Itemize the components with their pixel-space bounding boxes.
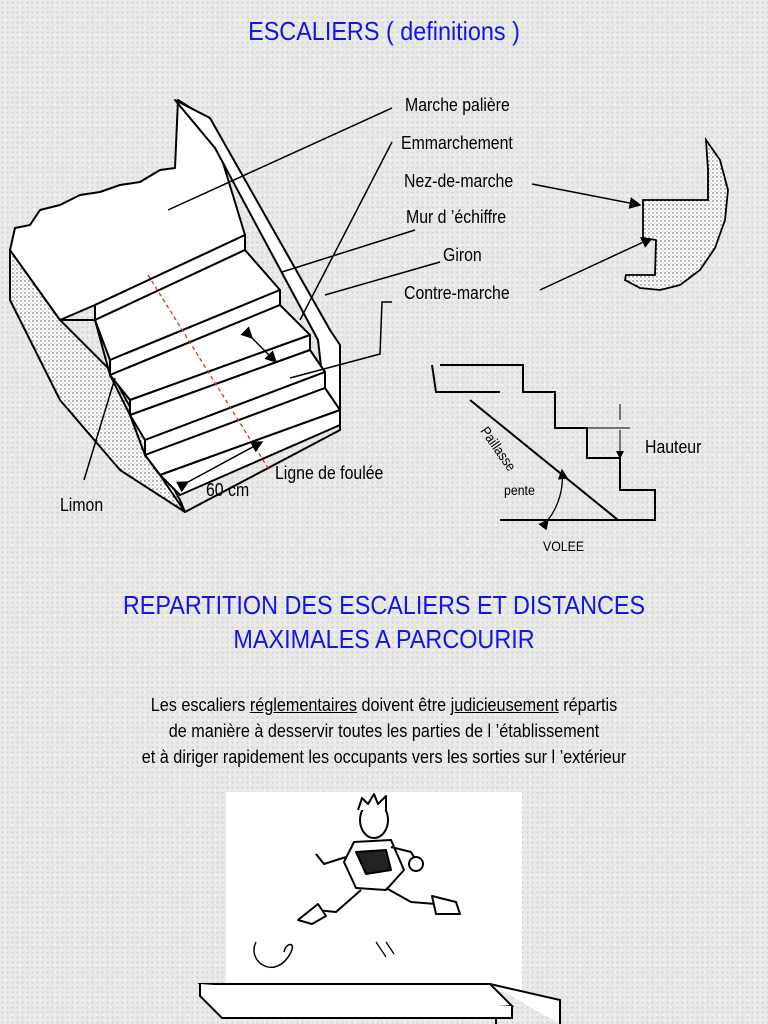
- label-volee: VOLEE: [543, 538, 585, 554]
- page-title: ESCALIERS ( definitions ): [248, 16, 520, 46]
- running-man-icon: [226, 792, 522, 992]
- staircase-drawing: [10, 100, 340, 512]
- label-mur-echiffre: Mur d ’échiffre: [406, 207, 507, 227]
- label-ligne-de-foulee: Ligne de foulée: [275, 463, 384, 483]
- description-paragraph: [38, 692, 729, 770]
- label-emmarchement: Emmarchement: [401, 133, 513, 153]
- stair-section: [432, 365, 655, 520]
- label-60cm: 60 cm: [206, 480, 250, 500]
- para-text-3: répartis: [558, 695, 618, 715]
- para-text-1: Les escaliers: [150, 695, 250, 715]
- para-text-2: doivent être: [356, 695, 451, 715]
- running-man-cartoon: [226, 792, 522, 992]
- section-title-line2: MAXIMALES A PARCOURIR: [233, 624, 535, 654]
- label-nez-de-marche: Nez-de-marche: [404, 171, 514, 191]
- label-marche-paliere: Marche palière: [405, 95, 510, 115]
- label-giron: Giron: [443, 245, 482, 265]
- section-title: [38, 588, 729, 656]
- nosing-profile: [625, 140, 728, 290]
- label-hauteur: Hauteur: [645, 437, 702, 457]
- label-contre-marche: Contre-marche: [404, 283, 510, 303]
- para-underline-reglementaires: réglementaires: [249, 695, 357, 715]
- para-line-3: et à diriger rapidement les occupants vers les sorties sur l ’extérieur: [141, 747, 627, 767]
- label-paillasse: Paillasse: [477, 423, 520, 474]
- para-underline-judicieusement: judicieusement: [450, 695, 559, 715]
- para-line-2: de manière à desservir toutes les parties de l ’établissement: [168, 721, 600, 741]
- label-limon: Limon: [60, 495, 104, 515]
- section-title-line1: REPARTITION DES ESCALIERS ET DISTANCES: [122, 590, 646, 620]
- label-pente: pente: [504, 482, 535, 498]
